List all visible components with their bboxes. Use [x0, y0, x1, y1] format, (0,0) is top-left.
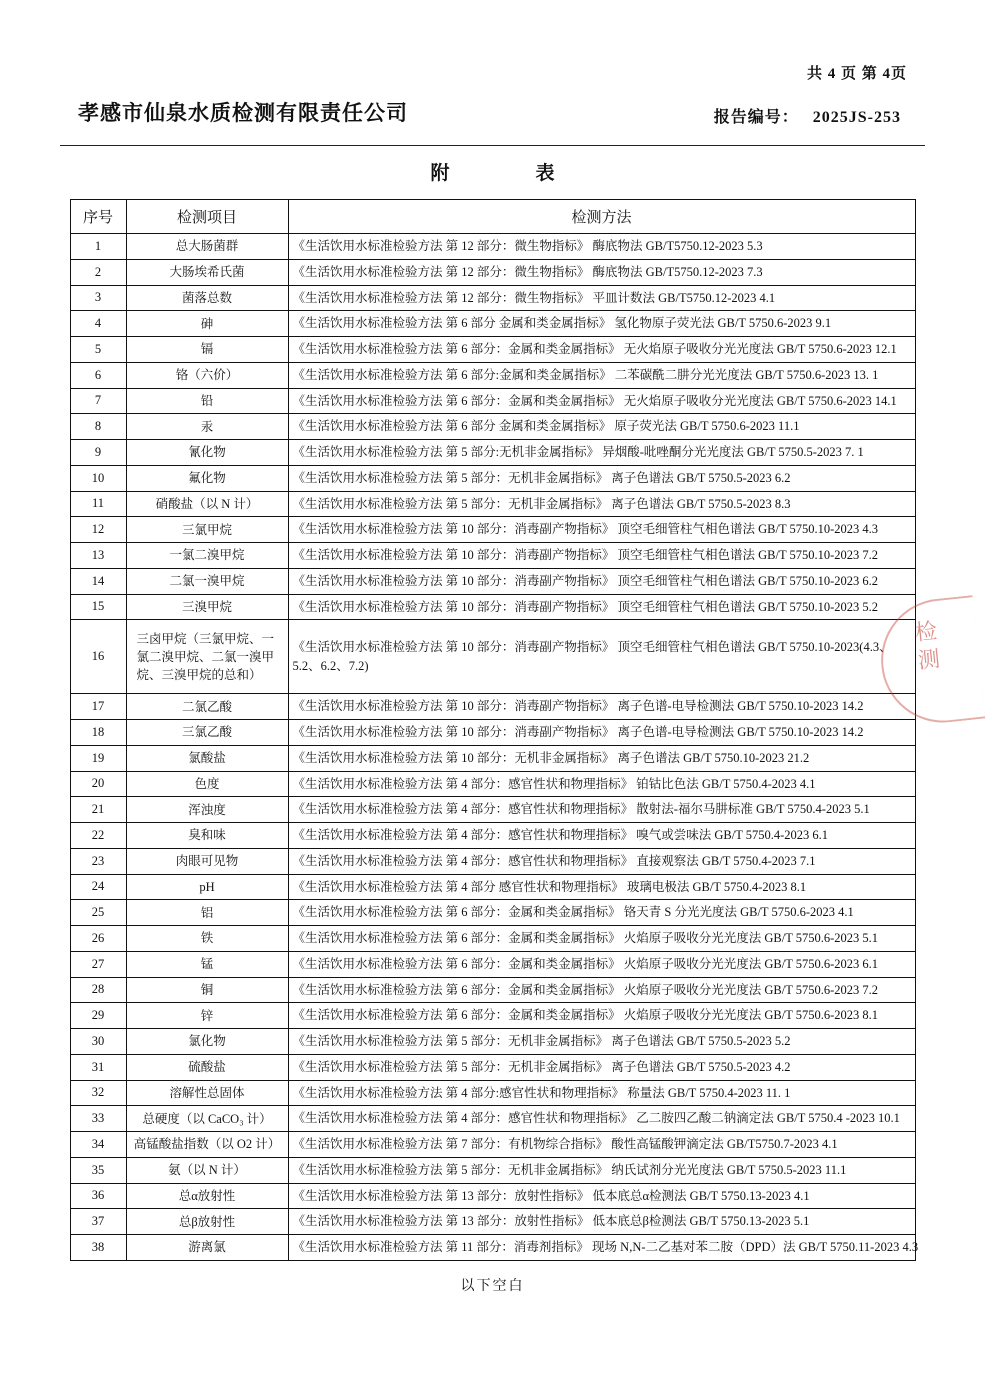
cell-no: 5 [70, 337, 126, 363]
table-row [70, 465, 915, 491]
report-number [714, 104, 915, 127]
cell-no: 17 [70, 694, 126, 720]
cell-item: 总α放射性 [126, 1183, 288, 1209]
table-row [70, 823, 915, 849]
table-row [70, 517, 915, 543]
table-row [70, 362, 915, 388]
cell-method: 《生活饮用水标准检验方法 第 10 部分：消毒副产物指标》 顶空毛细管柱气相色谱法 GB/T 5750.10-2023 7.2 [288, 543, 915, 569]
cell-no: 18 [70, 720, 126, 746]
cell-no: 25 [70, 900, 126, 926]
cell-item: 三氯乙酸 [126, 720, 288, 746]
cell-method: 《生活饮用水标准检验方法 第 6 部分 金属和类金属指标》 氢化物原子荧光法 GB/T 5750.6-2023 9.1 [288, 311, 915, 337]
cell-method: 《生活饮用水标准检验方法 第 4 部分：感官性状和物理指标》 铂钴比色法 GB/T 5750.4-2023 4.1 [288, 771, 915, 797]
cell-item: 三氯甲烷 [126, 517, 288, 543]
table-row [70, 440, 915, 466]
cell-item: 氟化物 [126, 465, 288, 491]
footer-note: 以下空白 [460, 1278, 525, 1294]
table-row [70, 1003, 915, 1029]
cell-no: 38 [70, 1235, 126, 1261]
cell-no: 21 [70, 797, 126, 823]
table-row [70, 720, 915, 746]
cell-no: 37 [70, 1209, 126, 1235]
cell-item: 铅 [126, 388, 288, 414]
cell-item: 肉眼可见物 [126, 848, 288, 874]
company-name: 孝感市仙泉水质检测有限责任公司 [78, 102, 408, 125]
cell-method: 《生活饮用水标准检验方法 第 4 部分 感官性状和物理指标》 玻璃电极法 GB/T 5750.4-2023 8.1 [288, 874, 915, 900]
cell-no: 23 [70, 848, 126, 874]
cell-item: 溶解性总固体 [126, 1080, 288, 1106]
cell-item: 汞 [126, 414, 288, 440]
cell-no: 31 [70, 1054, 126, 1080]
document-header [60, 83, 925, 137]
cell-item: 锌 [126, 1003, 288, 1029]
cell-item: 浑浊度 [126, 797, 288, 823]
cell-method: 《生活饮用水标准检验方法 第 6 部分:金属和类金属指标》 二苯碳酰二肼分光光度法 GB/T 5750.6-2023 13. 1 [288, 362, 915, 388]
cell-method: 《生活饮用水标准检验方法 第 4 部分：感官性状和物理指标》 直接观察法 GB/T 5750.4-2023 7.1 [288, 848, 915, 874]
cell-item: 二氯一溴甲烷 [126, 568, 288, 594]
cell-item: 硫酸盐 [126, 1054, 288, 1080]
table-row [70, 1157, 915, 1183]
table-row [70, 1183, 915, 1209]
cell-no: 3 [70, 285, 126, 311]
cell-no: 29 [70, 1003, 126, 1029]
cell-method: 《生活饮用水标准检验方法 第 10 部分：消毒副产物指标》 顶空毛细管柱气相色谱法 GB/T 5750.10-2023 5.2 [288, 594, 915, 620]
cell-no: 28 [70, 977, 126, 1003]
cell-no: 10 [70, 465, 126, 491]
cell-item: 铜 [126, 977, 288, 1003]
table-row [70, 311, 915, 337]
report-number-label: 报告编号： [713, 109, 799, 126]
cell-method: 《生活饮用水标准检验方法 第 6 部分：金属和类金属指标》 铬天青 S 分光光度法 GB/T 5750.6-2023 4.1 [288, 900, 915, 926]
cell-method: 《生活饮用水标准检验方法 第 10 部分：消毒副产物指标》 顶空毛细管柱气相色谱法 GB/T 5750.10-2023(4.3、5.2、6.2、7.2) [288, 620, 915, 694]
cell-item: 总β放射性 [126, 1209, 288, 1235]
cell-item: 色度 [126, 771, 288, 797]
cell-no: 26 [70, 926, 126, 952]
page-title: 附 表 [430, 163, 571, 184]
table-row [70, 594, 915, 620]
table-row [70, 1235, 915, 1261]
table-row [70, 797, 915, 823]
cell-item: 总硬度（以 CaCO₃ 计） [126, 1106, 288, 1132]
cell-item: 一氯二溴甲烷 [126, 543, 288, 569]
cell-method: 《生活饮用水标准检验方法 第 6 部分 金属和类金属指标》 原子荧光法 GB/T 5750.6-2023 11.1 [288, 414, 915, 440]
cell-no: 22 [70, 823, 126, 849]
cell-method: 《生活饮用水标准检验方法 第 5 部分:无机非金属指标》 异烟酸-吡唑酮分光光度法 GB/T 5750.5-2023 7. 1 [288, 440, 915, 466]
cell-item: 铬（六价） [126, 362, 288, 388]
table-row [70, 414, 915, 440]
cell-no: 19 [70, 745, 126, 771]
cell-item: pH [126, 874, 288, 900]
cell-method: 《生活饮用水标准检验方法 第 12 部分：微生物指标》 酶底物法 GB/T5750.12-2023 5.3 [288, 234, 915, 260]
cell-item: 臭和味 [126, 823, 288, 849]
table-header-row [70, 200, 915, 234]
column-header-method: 检测方法 [288, 200, 915, 234]
cell-item: 铁 [126, 926, 288, 952]
table-row [70, 285, 915, 311]
cell-no: 33 [70, 1106, 126, 1132]
cell-method: 《生活饮用水标准检验方法 第 10 部分：消毒副产物指标》 顶空毛细管柱气相色谱法 GB/T 5750.10-2023 4.3 [288, 517, 915, 543]
cell-method: 《生活饮用水标准检验方法 第 4 部分：感官性状和物理指标》 散射法-福尔马肼标准 GB/T 5750.4-2023 5.1 [288, 797, 915, 823]
cell-method: 《生活饮用水标准检验方法 第 6 部分：金属和类金属指标》 火焰原子吸收分光光度法 GB/T 5750.6-2023 7.2 [288, 977, 915, 1003]
table-row [70, 951, 915, 977]
cell-method: 《生活饮用水标准检验方法 第 6 部分：金属和类金属指标》 火焰原子吸收分光光度法 GB/T 5750.6-2023 5.1 [288, 926, 915, 952]
cell-no: 20 [70, 771, 126, 797]
cell-no: 12 [70, 517, 126, 543]
cell-method: 《生活饮用水标准检验方法 第 10 部分：无机非金属指标》 离子色谱法 GB/T 5750.10-2023 21.2 [288, 745, 915, 771]
cell-method: 《生活饮用水标准检验方法 第 10 部分：消毒副产物指标》 顶空毛细管柱气相色谱法 GB/T 5750.10-2023 6.2 [288, 568, 915, 594]
cell-no: 24 [70, 874, 126, 900]
cell-no: 6 [70, 362, 126, 388]
cell-no: 16 [70, 620, 126, 694]
cell-no: 4 [70, 311, 126, 337]
cell-method: 《生活饮用水标准检验方法 第 12 部分：微生物指标》 平皿计数法 GB/T5750.12-2023 4.1 [288, 285, 915, 311]
table-row [70, 745, 915, 771]
table-row [70, 926, 915, 952]
table-row [70, 848, 915, 874]
table-row [70, 1054, 915, 1080]
table-row [70, 1209, 915, 1235]
cell-no: 35 [70, 1157, 126, 1183]
cell-no: 27 [70, 951, 126, 977]
column-header-no: 序号 [70, 200, 126, 234]
cell-item: 总大肠菌群 [126, 234, 288, 260]
cell-item: 二氯乙酸 [126, 694, 288, 720]
cell-method: 《生活饮用水标准检验方法 第 6 部分：金属和类金属指标》 无火焰原子吸收分光光度法 GB/T 5750.6-2023 12.1 [288, 337, 915, 363]
cell-item: 菌落总数 [126, 285, 288, 311]
cell-item: 氯酸盐 [126, 745, 288, 771]
table-row [70, 771, 915, 797]
cell-method: 《生活饮用水标准检验方法 第 4 部分:感官性状和物理指标》 称量法 GB/T 5750.4-2023 11. 1 [288, 1080, 915, 1106]
cell-item: 氯化物 [126, 1029, 288, 1055]
cell-item: 砷 [126, 311, 288, 337]
report-number-value: 2025JS-253 [812, 109, 901, 126]
column-header-item: 检测项目 [126, 200, 288, 234]
cell-no: 9 [70, 440, 126, 466]
cell-no: 15 [70, 594, 126, 620]
cell-method: 《生活饮用水标准检验方法 第 10 部分：消毒副产物指标》 离子色谱-电导检测法 GB/T 5750.10-2023 14.2 [288, 720, 915, 746]
table-row [70, 874, 915, 900]
cell-no: 7 [70, 388, 126, 414]
table-row [70, 1106, 915, 1132]
page-count: 共 4 页 第 4页 [806, 66, 907, 82]
cell-method: 《生活饮用水标准检验方法 第 5 部分：无机非金属指标》 离子色谱法 GB/T 5750.5-2023 5.2 [288, 1029, 915, 1055]
cell-no: 1 [70, 234, 126, 260]
cell-no: 2 [70, 259, 126, 285]
table-row [70, 543, 915, 569]
table-row [70, 388, 915, 414]
cell-item: 硝酸盐（以 N 计） [126, 491, 288, 517]
cell-method: 《生活饮用水标准检验方法 第 5 部分：无机非金属指标》 离子色谱法 GB/T 5750.5-2023 4.2 [288, 1054, 915, 1080]
cell-no: 11 [70, 491, 126, 517]
cell-method: 《生活饮用水标准检验方法 第 12 部分：微生物指标》 酶底物法 GB/T5750.12-2023 7.3 [288, 259, 915, 285]
methods-table-body [70, 234, 919, 1261]
cell-no: 13 [70, 543, 126, 569]
cell-method: 《生活饮用水标准检验方法 第 6 部分：金属和类金属指标》 火焰原子吸收分光光度法 GB/T 5750.6-2023 8.1 [288, 1003, 915, 1029]
cell-method: 《生活饮用水标准检验方法 第 4 部分：感官性状和物理指标》 乙二胺四乙酸二钠滴定法 GB/T 5750.4 -2023 10.1 [288, 1106, 915, 1132]
table-row [70, 337, 915, 363]
table-row [70, 234, 915, 260]
cell-item: 大肠埃希氏菌 [126, 259, 288, 285]
cell-no: 8 [70, 414, 126, 440]
table-row [70, 694, 915, 720]
table-row [70, 620, 915, 694]
cell-item: 高锰酸盐指数（以 O2 计） [126, 1132, 288, 1158]
cell-method: 《生活饮用水标准检验方法 第 13 部分：放射性指标》 低本底总β检测法 GB/T 5750.13-2023 5.1 [288, 1209, 915, 1235]
cell-method: 《生活饮用水标准检验方法 第 6 部分：金属和类金属指标》 火焰原子吸收分光光度法 GB/T 5750.6-2023 6.1 [288, 951, 915, 977]
cell-item: 氰化物 [126, 440, 288, 466]
cell-method: 《生活饮用水标准检验方法 第 6 部分：金属和类金属指标》 无火焰原子吸收分光光度法 GB/T 5750.6-2023 14.1 [288, 388, 915, 414]
table-row [70, 1132, 915, 1158]
table-row [70, 977, 915, 1003]
seal-text: 检 测 [913, 618, 942, 673]
cell-no: 32 [70, 1080, 126, 1106]
methods-table [70, 199, 919, 1261]
table-row [70, 491, 915, 517]
cell-item: 锰 [126, 951, 288, 977]
cell-method: 《生活饮用水标准检验方法 第 10 部分：消毒副产物指标》 离子色谱-电导检测法 GB/T 5750.10-2023 14.2 [288, 694, 915, 720]
cell-no: 30 [70, 1029, 126, 1055]
cell-item: 三卤甲烷（三氯甲烷、一氯二溴甲烷、二氯一溴甲烷、三溴甲烷的总和） [126, 620, 288, 694]
cell-no: 14 [70, 568, 126, 594]
cell-method: 《生活饮用水标准检验方法 第 5 部分：无机非金属指标》 离子色谱法 GB/T 5750.5-2023 8.3 [288, 491, 915, 517]
cell-item: 游离氯 [126, 1235, 288, 1261]
cell-no: 36 [70, 1183, 126, 1209]
table-row [70, 1029, 915, 1055]
cell-method: 《生活饮用水标准检验方法 第 5 部分：无机非金属指标》 离子色谱法 GB/T 5750.5-2023 6.2 [288, 465, 915, 491]
header-divider [60, 145, 925, 146]
table-row [70, 900, 915, 926]
cell-item: 铝 [126, 900, 288, 926]
table-row [70, 259, 915, 285]
cell-no: 34 [70, 1132, 126, 1158]
table-row [70, 1080, 915, 1106]
cell-item: 氨（以 N 计） [126, 1157, 288, 1183]
cell-method: 《生活饮用水标准检验方法 第 5 部分：无机非金属指标》 纳氏试剂分光光度法 GB/T 5750.5-2023 11.1 [288, 1157, 915, 1183]
cell-method: 《生活饮用水标准检验方法 第 7 部分：有机物综合指标》 酸性高锰酸钾滴定法 GB/T5750.7-2023 4.1 [288, 1132, 915, 1158]
cell-method: 《生活饮用水标准检验方法 第 13 部分：放射性指标》 低本底总α检测法 GB/T 5750.13-2023 4.1 [288, 1183, 915, 1209]
table-row [70, 568, 915, 594]
cell-method: 《生活饮用水标准检验方法 第 11 部分：消毒剂指标》 现场 N,N-二乙基对苯二胺（DPD）法 GB/T 5750.11-2023 4.3 [288, 1235, 915, 1261]
cell-item: 三溴甲烷 [126, 594, 288, 620]
cell-method: 《生活饮用水标准检验方法 第 4 部分：感官性状和物理指标》 嗅气或尝味法 GB/T 5750.4-2023 6.1 [288, 823, 915, 849]
cell-item: 镉 [126, 337, 288, 363]
